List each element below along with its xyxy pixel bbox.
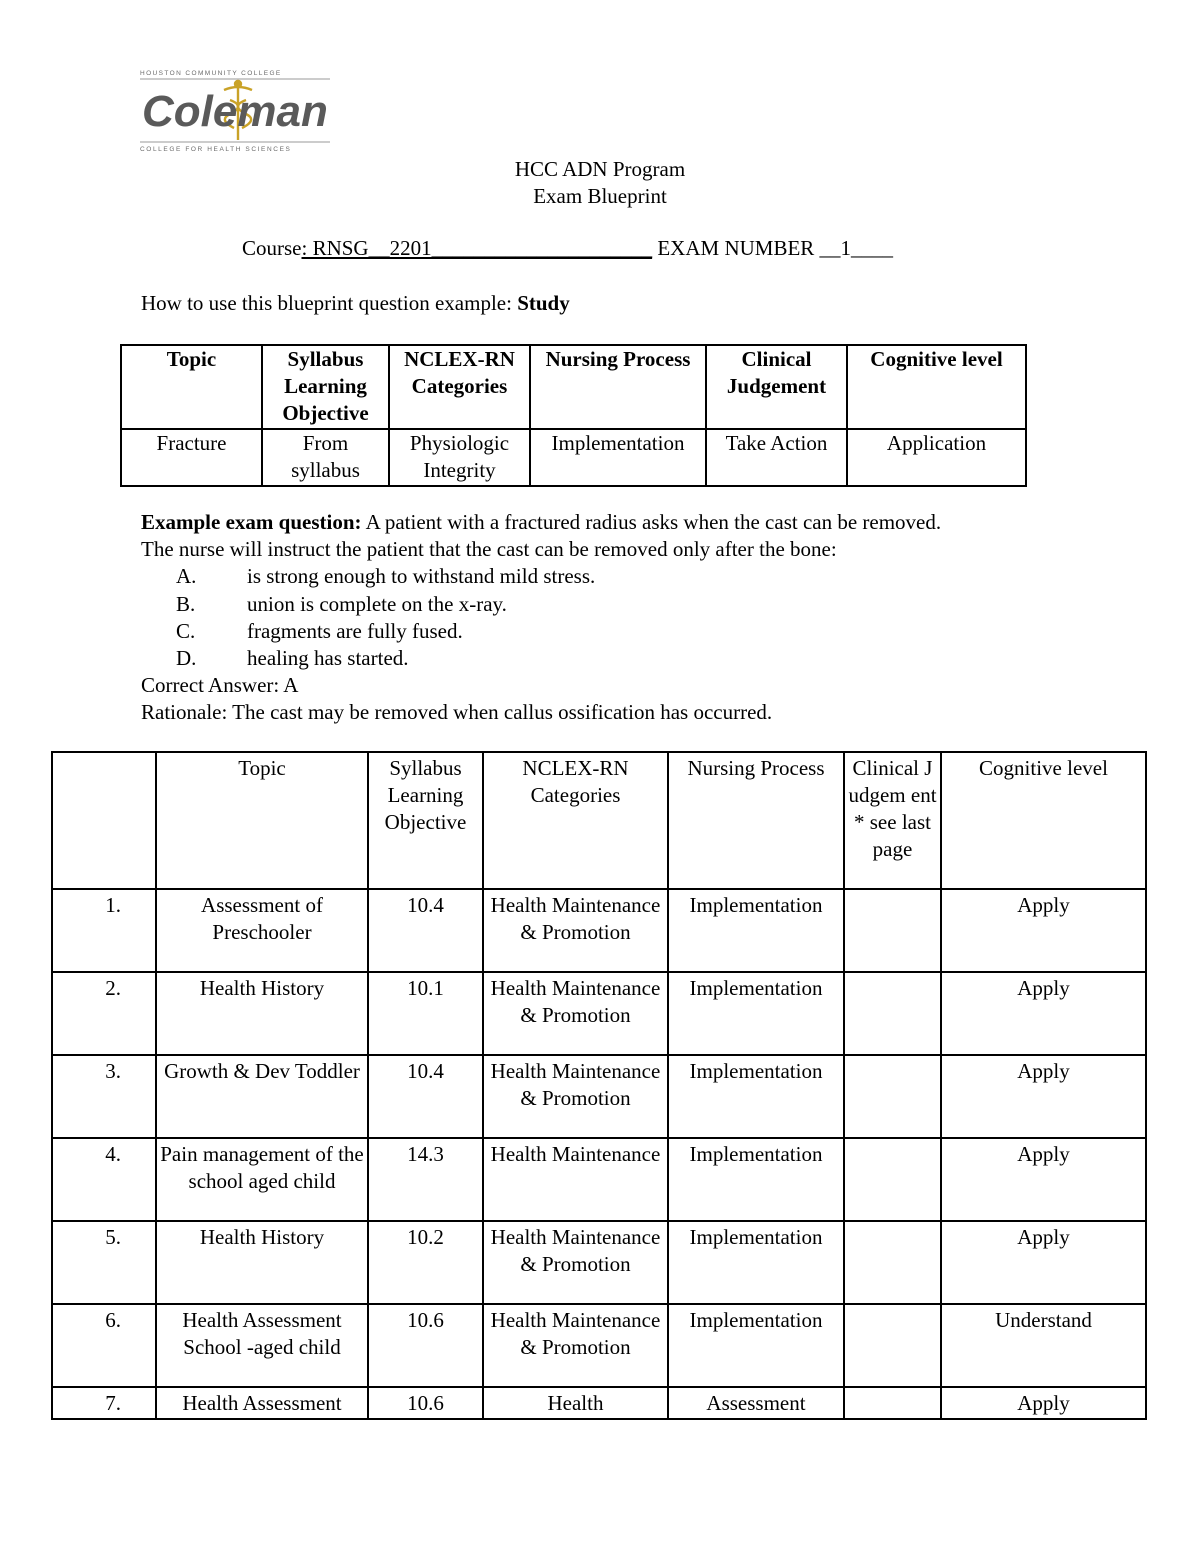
nclex-cell: Health	[483, 1387, 668, 1419]
option-text: union is complete on the x-ray.	[247, 591, 507, 616]
nclex-cell: Health Maintenance & Promotion	[483, 1221, 668, 1304]
course-label: Course	[242, 236, 302, 260]
cognitive-cell: Understand	[941, 1304, 1146, 1387]
example-header-cell: NCLEX-RN Categories	[389, 345, 530, 429]
course-value: : RNSG__2201_____________________	[301, 236, 653, 260]
example-table	[120, 344, 1027, 487]
table-row	[52, 1055, 1146, 1138]
header-cell: Cognitive level	[941, 752, 1146, 889]
answer-option	[141, 591, 1101, 618]
cognitive-cell: Apply	[941, 1055, 1146, 1138]
objective-cell: 10.4	[368, 1055, 483, 1138]
example-question	[141, 509, 1101, 727]
table-row	[52, 889, 1146, 972]
correct-answer: Correct Answer: A	[141, 673, 299, 698]
option-letter: B.	[176, 591, 196, 616]
option-text: fragments are fully fused.	[247, 618, 463, 643]
example-cell: Fracture	[121, 429, 262, 486]
logo-top-text: HOUSTON COMMUNITY COLLEGE	[140, 70, 282, 77]
topic-cell: Health History	[156, 1221, 368, 1304]
exam-number: EXAM NUMBER __1____	[652, 236, 894, 260]
table-row	[52, 972, 1146, 1055]
example-header-row	[121, 345, 1026, 429]
answer-option	[141, 618, 1101, 645]
row-number: 4.	[52, 1138, 156, 1221]
option-letter: D.	[176, 646, 197, 671]
nclex-cell: Health Maintenance	[483, 1138, 668, 1221]
cognitive-cell: Apply	[941, 1387, 1146, 1419]
judgement-cell	[844, 889, 941, 972]
header-cell: Clinical Judgem ent* see last page	[844, 752, 941, 889]
program-title: HCC ADN Program	[514, 157, 686, 181]
example-header-cell: Clinical Judgement	[706, 345, 847, 429]
topic-cell: Pain management of the school aged child	[156, 1138, 368, 1221]
option-letter: C.	[176, 618, 196, 643]
objective-cell: 10.4	[368, 889, 483, 972]
example-cell: Implementation	[530, 429, 706, 486]
table-row	[52, 1138, 1146, 1221]
example-header-cell: Topic	[121, 345, 262, 429]
objective-cell: 10.6	[368, 1304, 483, 1387]
nclex-cell: Health Maintenance & Promotion	[483, 1055, 668, 1138]
blueprint-header-row	[52, 752, 1146, 889]
course-line	[242, 236, 893, 261]
table-row	[52, 1387, 1146, 1419]
objective-cell: 10.6	[368, 1387, 483, 1419]
judgement-cell	[844, 972, 941, 1055]
example-cell: From syllabus	[262, 429, 389, 486]
question-stem-line	[141, 509, 1101, 536]
example-cell: Take Action	[706, 429, 847, 486]
topic-cell: Health Assessment School -aged child	[156, 1304, 368, 1387]
header-cell: Syllabus Learning Objective	[368, 752, 483, 889]
process-cell: Assessment	[668, 1387, 844, 1419]
howto-text: How to use this blueprint question example:	[141, 291, 518, 315]
judgement-cell	[844, 1221, 941, 1304]
row-number: 5.	[52, 1221, 156, 1304]
cognitive-cell: Apply	[941, 972, 1146, 1055]
howto-bold: Study	[517, 291, 570, 315]
judgement-cell	[844, 1138, 941, 1221]
judgement-cell	[844, 1304, 941, 1387]
option-text: is strong enough to withstand mild stress.	[247, 564, 596, 589]
answer-option	[141, 563, 1101, 590]
document-title: Exam Blueprint	[533, 184, 667, 208]
question-label: Example exam question:	[141, 510, 362, 534]
header-cell: Nursing Process	[668, 752, 844, 889]
process-cell: Implementation	[668, 889, 844, 972]
example-header-cell: Cognitive level	[847, 345, 1026, 429]
judgement-cell	[844, 1055, 941, 1138]
row-number: 7.	[52, 1387, 156, 1419]
coleman-logo	[138, 68, 332, 154]
objective-cell: 10.1	[368, 972, 483, 1055]
nclex-cell: Health Maintenance & Promotion	[483, 972, 668, 1055]
question-stem-line-2: The nurse will instruct the patient that the cast can be removed only after the bone:	[141, 537, 837, 562]
howto-line	[141, 291, 570, 316]
question-stem: A patient with a fractured radius asks when the cast can be removed.	[361, 510, 942, 534]
topic-cell: Growth & Dev Toddler	[156, 1055, 368, 1138]
example-cell: Application	[847, 429, 1026, 486]
header-cell: NCLEX-RN Categories	[483, 752, 668, 889]
cognitive-cell: Apply	[941, 1221, 1146, 1304]
example-header-cell: Syllabus Learning Objective	[262, 345, 389, 429]
logo-bottom-text: COLLEGE FOR HEALTH SCIENCES	[140, 146, 292, 153]
objective-cell: 14.3	[368, 1138, 483, 1221]
rationale: Rationale: The cast may be removed when callus ossification has occurred.	[141, 700, 773, 725]
table-row	[52, 1221, 1146, 1304]
nclex-cell: Health Maintenance & Promotion	[483, 1304, 668, 1387]
topic-cell: Assessment of Preschooler	[156, 889, 368, 972]
cognitive-cell: Apply	[941, 1138, 1146, 1221]
process-cell: Implementation	[668, 1221, 844, 1304]
nclex-cell: Health Maintenance & Promotion	[483, 889, 668, 972]
example-header-cell: Nursing Process	[530, 345, 706, 429]
option-text: healing has started.	[247, 646, 409, 671]
row-number: 3.	[52, 1055, 156, 1138]
row-number: 1.	[52, 889, 156, 972]
example-cell: Physiologic Integrity	[389, 429, 530, 486]
topic-cell: Health Assessment	[156, 1387, 368, 1419]
header-cell: Topic	[156, 752, 368, 889]
process-cell: Implementation	[668, 1138, 844, 1221]
example-data-row	[121, 429, 1026, 486]
header-cell	[52, 752, 156, 889]
process-cell: Implementation	[668, 1304, 844, 1387]
table-row	[52, 1304, 1146, 1387]
option-letter: A.	[176, 564, 197, 589]
process-cell: Implementation	[668, 972, 844, 1055]
topic-cell: Health History	[156, 972, 368, 1055]
objective-cell: 10.2	[368, 1221, 483, 1304]
cognitive-cell: Apply	[941, 889, 1146, 972]
row-number: 6.	[52, 1304, 156, 1387]
process-cell: Implementation	[668, 1055, 844, 1138]
row-number: 2.	[52, 972, 156, 1055]
logo-name: Coleman	[142, 87, 328, 136]
blueprint-table	[51, 751, 1147, 1420]
answer-option	[141, 645, 1101, 672]
judgement-cell	[844, 1387, 941, 1419]
